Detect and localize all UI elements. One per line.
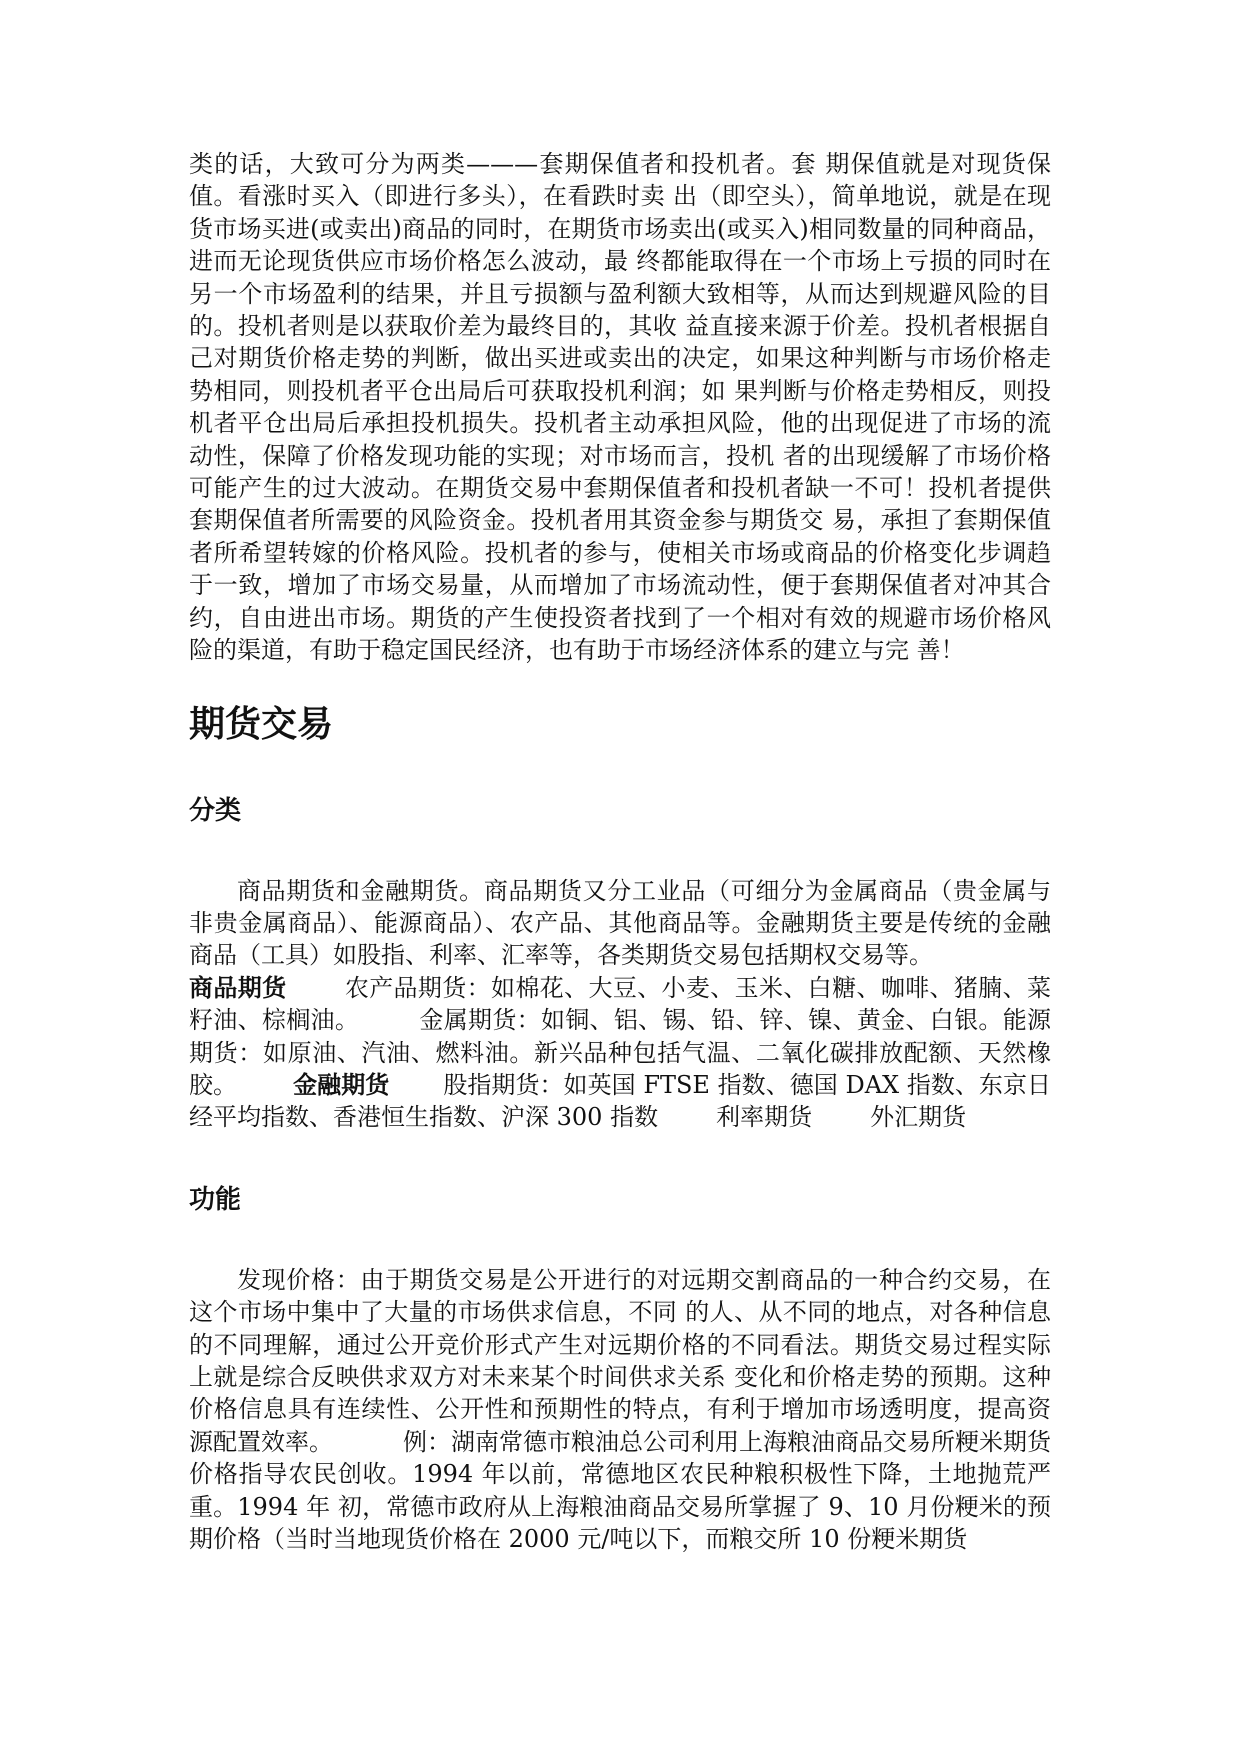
example-text: 例：湖南常德市粮油总公司利用上海粮油商品交易所粳米期货价格指导农民创收。1994 年以前，常德地区农民种粮积极性下降，土地抛荒严重。1994 年 初，常德市政府从上海粮油商品交易所掌握了 9、10 月份粳米的预期价格（当时当地现货价格在 2000 元/吨以下，而粮交所 10 份粳米期货	[189, 1427, 1051, 1553]
classification-heading: 分类	[189, 795, 242, 826]
energy-futures-text: 能源期货：如原油、汽油、燃料油。新兴品种包括气温、二氧化碳排放配额、天然橡胶。	[189, 1006, 1052, 1099]
index-futures-text: 股指期货：如英国 FTSE 指数、德国 DAX 指数、东京日经平均指数、香港恒生指数、沪深 300 指数	[189, 1070, 1052, 1132]
agri-futures-text: 农产品期货：如棉花、大豆、小麦、玉米、白糖、咖啡、猪腩、菜籽油、棕榈油。	[189, 973, 1052, 1035]
classification-paragraph	[189, 875, 1051, 1134]
classification-text: 商品期货和金融期货。商品期货又分工业品（可细分为金属商品（贵金属与非贵金属商品）、能源商品）、农产品、其他商品等。金融期货主要是传统的金融商品（工具）如股指、利率、汇率等，各类期货交易包括期权交易等。	[189, 876, 1051, 970]
commodity-futures-label: 商品期货	[189, 973, 287, 1002]
metal-futures-text: 金属期货：如铜、铝、锡、铅、锌、镍、黄金、白银。	[419, 1006, 1003, 1035]
intro-paragraph: 类的话，大致可分为两类———套期保值者和投机者。套 期保值就是对现货保值。看涨时买入（即进行多头），在看跌时卖 出（即空头），简单地说，就是在现货市场买进(或卖出)商品的同时，在期货市场卖出(或买入)相同数量的同种商品，进而无论现货供应市场价格怎么波动，最 终都能取得在一个市场上亏损的同时在另一个市场盈利的结果，并且亏损额与盈利额大致相等，从而达到规避风险的目的。投机者则是以获取价差为最终目的，其收 益直接来源于价差。投机者根据自己对期货价格走势的判断，做出买进或卖出的决定，如果这种判断与市场价格走势相同，则投机者平仓出局后可获取投机利润；如 果判断与价格走势相反，则投机者平仓出局后承担投机损失。投机者主动承担风险，他的出现促进了市场的流动性，保障了价格发现功能的实现；对市场而言，投机 者的出现缓解了市场价格可能产生的过大波动。在期货交易中套期保值者和投机者缺一不可！投机者提供套期保值者所需要的风险资金。投机者用其资金参与期货交 易，承担了套期保值者所希望转嫁的价格风险。投机者的参与，使相关市场或商品的价格变化步调趋于一致，增加了市场交易量，从而增加了市场流动性，便于套期保值者对冲其合约，自由进出市场。期货的产生使投资者找到了一个相对有效的规避市场价格风险的渠道，有助于稳定国民经济，也有助于市场经济体系的建立与完 善！	[189, 150, 1051, 665]
function-heading: 功能	[189, 1184, 242, 1215]
function-paragraph	[189, 1264, 1051, 1556]
financial-futures-label: 金融期货	[293, 1070, 390, 1099]
document-content	[189, 148, 1051, 1555]
price-discovery-text: 发现价格：由于期货交易是公开进行的对远期交割商品的一种合约交易，在这个市场中集中了大量的市场供求信息，不同 的人、从不同的地点，对各种信息的不同理解，通过公开竞价形式产生对远期价格的不同看法。期货交易过程实际上就是综合反映供求双方对未来某个时间供求关系 变化和价格走势的预期。这种价格信息具有连续性、公开性和预期性的特点，有利于增加市场透明度，提高资源配置效率。	[189, 1265, 1051, 1456]
fx-futures-text: 外汇期货	[870, 1103, 967, 1132]
rate-futures-text: 利率期货	[716, 1103, 813, 1132]
section-title: 期货交易	[189, 703, 334, 745]
